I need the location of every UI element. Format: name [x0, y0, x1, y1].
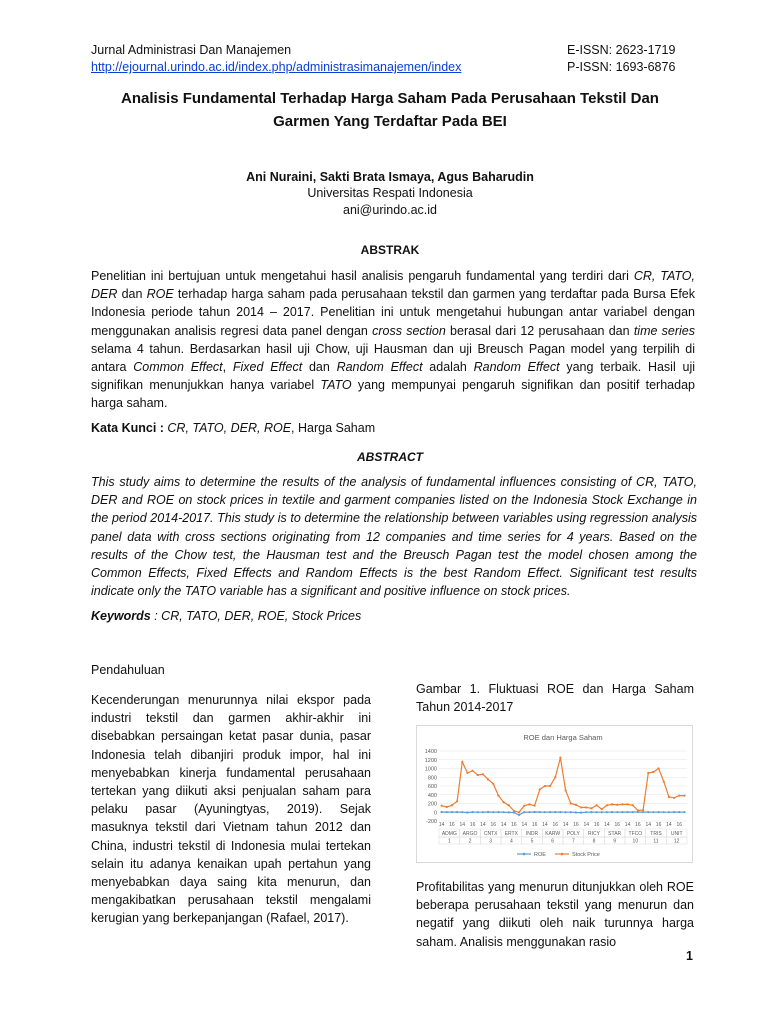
x-year-label: 16 [531, 822, 538, 828]
stock-price-point [642, 809, 644, 811]
x-company-label: RICY [588, 831, 600, 837]
abstrak-term-common-effect: Common Effect [133, 360, 223, 375]
stock-price-point [626, 803, 628, 805]
roe-point [683, 811, 685, 813]
stock-price-point [554, 776, 556, 778]
abstrak-term-cross-section: cross section [372, 323, 446, 338]
x-year-label: 16 [573, 822, 579, 828]
stock-price-point [595, 804, 597, 806]
y-tick-label: -200 [425, 819, 437, 825]
abstrak-heading: ABSTRAK [360, 243, 420, 257]
stock-price-point [482, 773, 484, 775]
stock-price-point [513, 810, 515, 812]
roe-point [446, 811, 448, 813]
stock-price-point [652, 771, 654, 773]
stock-price-point [564, 789, 566, 791]
roe-point [564, 811, 566, 813]
x-company-number: 10 [632, 838, 639, 845]
stock-price-point [606, 804, 608, 806]
stock-price-point [508, 804, 510, 806]
roe-point [523, 811, 525, 813]
roe-point [632, 811, 634, 813]
x-year-label: 16 [469, 822, 476, 828]
stock-price-point [590, 807, 592, 809]
x-year-label: 14 [583, 822, 590, 828]
stock-price-point [471, 770, 473, 772]
roe-point [642, 811, 644, 813]
roe-point [554, 811, 556, 813]
x-company-number: 8 [592, 838, 596, 845]
legend-price-marker [561, 853, 564, 856]
x-company-label: ERTX [504, 831, 518, 837]
x-year-label: 14 [438, 822, 445, 828]
x-year-label: 16 [511, 822, 517, 828]
x-company-number: 12 [673, 838, 680, 845]
pendahuluan-paragraph: Kecenderungan menurunnya nilai ekspor pada industri tekstil dan garmen akhir-akhir ini disebabkan persaingan ketat pasar dunia, pasar Indonesia telah dibanjiri produk impor, hal ini menyebabkan kinerja fundamental perusahaan tertekan yang diikuti aksi penjualan saham para pelaku pasar (Ayuningtyas, 2019). Sejak masuknya tekstil dari Vietnam tahun 2012 dan China, industri tekstil di Indonesia mulai tertekan selain itu adanya kenaikan upah pertahun yang menyebabkan daya saing kita menurun, dan mengakibatkan perusahaan tekstil mengalami kerugian yang berkepanjangan (Rafael, 2017). [91, 693, 371, 926]
roe-point [668, 811, 670, 813]
stock-price-point [668, 796, 670, 798]
x-company-number: 6 [551, 838, 555, 845]
roe-point [451, 811, 453, 813]
abstrak-term-cr-tato-der: CR, TATO, DER [91, 269, 695, 302]
stock-price-point [647, 772, 649, 774]
stock-price-point [497, 795, 499, 797]
roe-point [621, 811, 623, 813]
x-year-label: 14 [500, 822, 507, 828]
roe-point [606, 811, 608, 813]
stock-price-point [616, 804, 618, 806]
x-year-label: 14 [459, 822, 466, 828]
abstrak-text-8: adalah [422, 360, 474, 375]
roe-point [477, 811, 479, 813]
stock-price-point [559, 756, 561, 758]
y-tick-label: 1400 [424, 749, 437, 755]
stock-price-point [601, 808, 603, 810]
kata-kunci-label: Kata Kunci : [91, 421, 168, 435]
x-company-label: TFCO [628, 831, 643, 837]
journal-name: Jurnal Administrasi Dan Manajemen [91, 43, 292, 57]
abstrak-term-tato: TATO [320, 378, 352, 393]
stock-price-point [637, 809, 639, 811]
abstract-heading: ABSTRACT [357, 450, 423, 464]
x-company-number: 3 [489, 838, 493, 845]
stock-price-point [487, 778, 489, 780]
roe-point [611, 811, 613, 813]
x-company-number: 4 [509, 838, 513, 845]
keywords-text: : CR, TATO, DER, ROE, Stock Prices [150, 609, 362, 623]
roe-point [559, 811, 561, 813]
x-company-label: ARGO [462, 831, 478, 837]
title-line-1: Analisis Fundamental Terhadap Harga Saham Pada Perusahaan Tekstil Dan [121, 90, 659, 107]
abstract-paragraph: This study aims to determine the results of the analysis of fundamental influences consisting of CR, TATO, DER and ROE on stock prices in textile and garment companies listed on the Indonesia Stock Exchange in the period 2014-2017. This study is to determine the relationship between variables using regression analysis panel data with cross sections originating from 12 companies and time series for 4 years. Based on the results of the Chow test, the Hausman test and the Breusch Pagan test the model chosen among the Common Effects, Fixed Effects and Random Effects is the best Random Effect. Significant test results indicate only the TATO variable has a significant and positive influence on stock prices. [91, 475, 697, 599]
roe-point [518, 814, 520, 816]
affiliation: Universitas Respati Indonesia [307, 186, 473, 200]
figure-caption: Gambar 1. Fluktuasi ROE dan Harga Saham Tahun 2014-2017 [416, 682, 694, 715]
roe-point [601, 811, 603, 813]
roe-point [585, 811, 587, 813]
x-company-number: 5 [530, 838, 534, 845]
y-tick-label: 800 [427, 775, 437, 782]
stock-price-point [528, 803, 530, 805]
abstrak-term-random-effect: Random Effect [336, 360, 423, 375]
abstrak-text-4: berasal dari 12 perusahaan dan [445, 323, 634, 338]
legend-price-label: Stock Price [572, 852, 600, 858]
abstrak-text-10: yang mempunyai pengaruh signifikan dan positif terhadap harga saham. [91, 378, 695, 411]
x-company-number: 1 [447, 838, 451, 845]
x-year-label: 16 [614, 822, 621, 828]
stock-price-point [585, 806, 587, 808]
legend-roe-marker [523, 853, 526, 856]
stock-price-point [549, 785, 551, 787]
roe-point [678, 811, 680, 813]
stock-price-point [523, 805, 525, 807]
x-year-label: 14 [604, 822, 610, 828]
roe-stock-chart [416, 725, 693, 863]
roe-point [570, 811, 572, 813]
x-company-label: ADMG [441, 831, 457, 837]
x-year-label: 14 [624, 822, 631, 828]
stock-price-point [539, 788, 541, 790]
kata-kunci [91, 419, 695, 437]
roe-point [466, 811, 468, 813]
stock-price-point [570, 802, 572, 804]
stock-price-point [575, 804, 577, 806]
x-year-label: 14 [542, 822, 548, 828]
y-tick-label: 400 [427, 792, 437, 799]
stock-price-point [456, 800, 458, 802]
x-company-number: 9 [613, 838, 617, 845]
roe-point [533, 811, 535, 813]
roe-point [575, 811, 577, 813]
roe-point [539, 811, 541, 813]
roe-point [616, 811, 618, 813]
y-tick-label: 200 [427, 801, 437, 808]
abstrak-text-9: yang terbaik. Hasil uji signifikan menunjukkan hanya variabel [91, 360, 696, 393]
roe-point [508, 811, 510, 813]
chart-title: ROE dan Harga Saham [523, 733, 603, 742]
abstrak-term-roe: ROE [146, 287, 174, 302]
stock-price-point [533, 805, 535, 807]
stock-price-point [446, 806, 448, 808]
authors: Ani Nuraini, Sakti Brata Ismaya, Agus Baharudin [246, 170, 534, 184]
x-year-label: 14 [562, 822, 569, 828]
x-year-label: 16 [676, 822, 683, 828]
roe-point [652, 811, 654, 813]
paper-title [90, 87, 690, 133]
x-year-label: 14 [521, 822, 528, 828]
eissn: E-ISSN: 2623-1719 [567, 43, 676, 57]
x-year-label: 16 [635, 822, 641, 828]
title-line-2: Garmen Yang Terdaftar Pada BEI [273, 113, 507, 130]
x-year-label: 16 [655, 822, 662, 828]
author-email: ani@urindo.ac.id [343, 203, 437, 217]
keywords [91, 607, 695, 625]
x-company-label: UNIT [670, 831, 683, 837]
roe-point [487, 811, 489, 813]
journal-url-link[interactable]: http://ejournal.urindo.ac.id/index.php/administrasimanajemen/index [91, 60, 462, 74]
kata-kunci-rest: , Harga Saham [291, 421, 376, 435]
roe-point [502, 811, 504, 813]
roe-point [482, 811, 484, 813]
roe-point [440, 811, 442, 813]
x-year-label: 16 [449, 822, 455, 828]
roe-point [544, 811, 546, 813]
pendahuluan-heading: Pendahuluan [91, 663, 165, 677]
pissn: P-ISSN: 1693-6876 [567, 60, 676, 74]
chart-svg [417, 726, 692, 862]
stock-price-point [544, 785, 546, 787]
stock-price-point [657, 767, 659, 769]
abstrak-text-5: selama 4 tahun. Berdasarkan hasil uji Chow, uji Hausman dan uji Breusch Pagan model yang terpilih di antara [91, 341, 695, 375]
y-tick-label: 600 [427, 784, 437, 790]
roe-point [471, 811, 473, 813]
abstrak-text-3: terhadap harga saham pada perusahaan tekstil dan garmen yang terdaftar pada Bursa Efek Indonesia periode tahun 2014 – 2017. Penelitian ini untuk mengetahui hubungan antar variabel dengan menggunakan analisis regresi data panel dengan [91, 287, 695, 338]
roe-point [492, 811, 494, 813]
roe-point [549, 811, 551, 813]
abstrak-text-6: , [222, 360, 233, 375]
roe-point [456, 811, 458, 813]
x-company-label: CNTX [483, 831, 498, 837]
x-company-label: KARW [545, 831, 561, 837]
stock-price-point [683, 795, 685, 797]
x-year-label: 16 [552, 822, 559, 828]
y-tick-label: 1000 [424, 766, 437, 773]
roe-point [461, 811, 463, 813]
stock-price-point [477, 774, 479, 776]
abstrak-term-fixed-effect: Fixed Effect [232, 360, 303, 375]
kata-kunci-italic: CR, TATO, DER, ROE [167, 421, 292, 435]
abstrak-paragraph [91, 267, 695, 413]
abstrak-term-random-effect-2: Random Effect [473, 360, 560, 375]
stock-price-line [442, 758, 685, 813]
roe-point [663, 811, 665, 813]
abstrak-text-2: dan [117, 287, 147, 302]
x-year-label: 16 [490, 822, 497, 828]
x-year-label: 14 [645, 822, 652, 828]
roe-point [595, 811, 597, 813]
stock-price-point [451, 804, 453, 806]
roe-point [673, 811, 675, 813]
stock-price-point [673, 797, 675, 799]
roe-point [647, 811, 649, 813]
stock-price-point [580, 806, 582, 808]
stock-price-point [461, 761, 463, 763]
stock-price-point [621, 803, 623, 805]
x-company-label: TRIS [650, 831, 662, 837]
y-tick-label: 1200 [424, 757, 437, 764]
stock-price-point [518, 811, 520, 813]
abstrak-text-1: Penelitian ini bertujuan untuk mengetahui hasil analisis pengaruh fundamental yang terdiri dari [91, 269, 634, 283]
abstrak-text-7: dan [302, 360, 337, 375]
stock-price-point [611, 803, 613, 805]
x-company-label: STAR [608, 831, 622, 837]
page-number: 1 [686, 949, 693, 963]
keywords-label: Keywords [91, 609, 151, 623]
right-column-paragraph: Profitabilitas yang menurun ditunjukkan oleh ROE beberapa perusahaan tekstil yang menurun dan negatif yang diikuti oleh naik turunnya harga saham. Analisis menggunakan rasio [416, 880, 694, 949]
x-company-label: INDR [525, 831, 539, 837]
y-tick-label: 0 [433, 810, 437, 817]
abstrak-term-time-series: time series [633, 323, 695, 338]
roe-point [626, 811, 628, 813]
x-company-number: 2 [468, 838, 472, 845]
x-year-label: 16 [593, 822, 600, 828]
stock-price-point [440, 805, 442, 807]
stock-price-point [466, 772, 468, 774]
x-company-label: POLY [566, 831, 580, 837]
legend-roe-label: ROE [534, 852, 546, 858]
stock-price-point [492, 783, 494, 785]
stock-price-point [632, 804, 634, 806]
stock-price-point [663, 781, 665, 783]
x-year-label: 14 [666, 822, 672, 828]
roe-point [590, 811, 592, 813]
x-company-number: 11 [653, 838, 659, 845]
roe-point [657, 811, 659, 813]
roe-point [528, 811, 530, 813]
stock-price-point [678, 795, 680, 797]
x-year-label: 14 [480, 822, 486, 828]
stock-price-point [502, 801, 504, 803]
roe-point [580, 812, 582, 814]
roe-point [497, 811, 499, 813]
x-company-number: 7 [571, 838, 575, 845]
